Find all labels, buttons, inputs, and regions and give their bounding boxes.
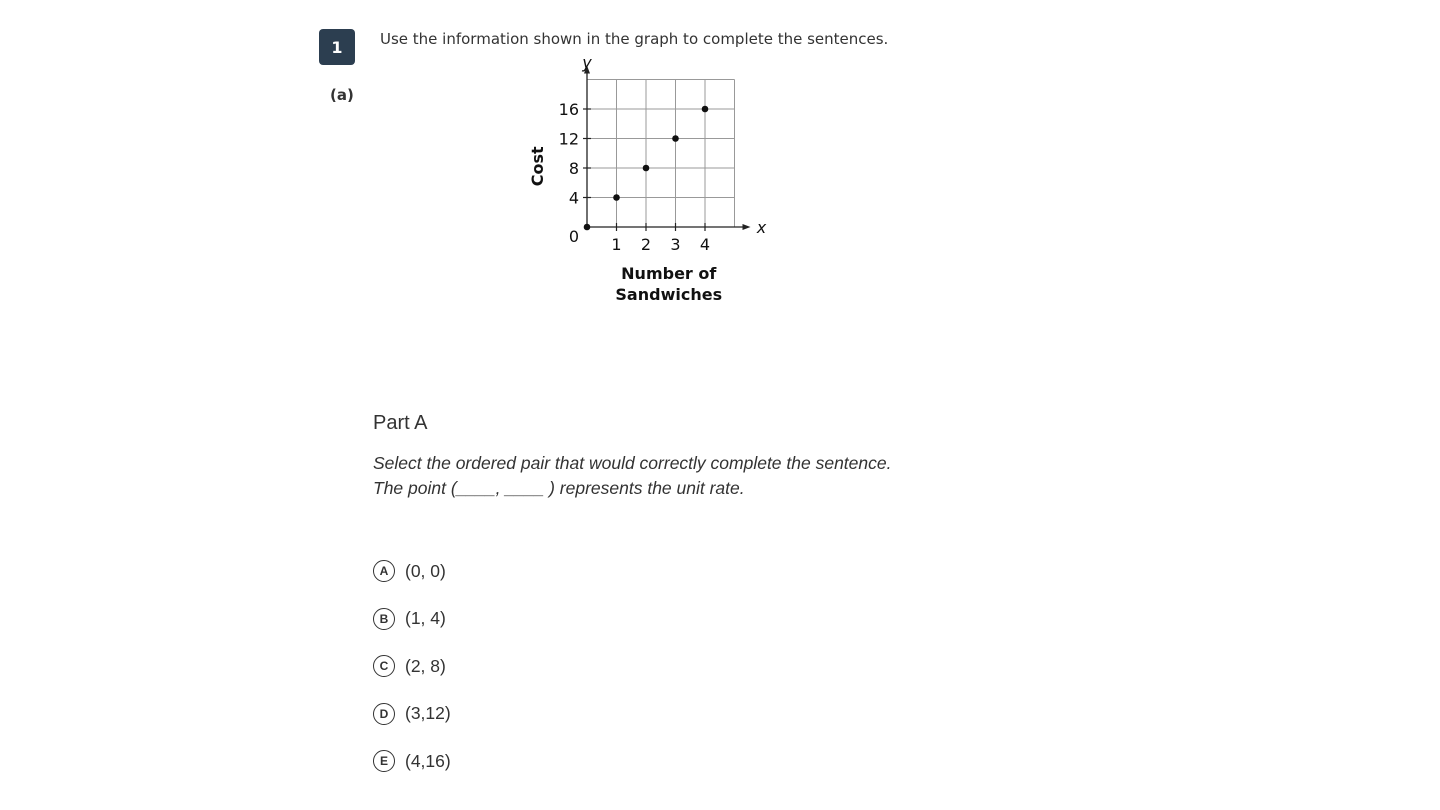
origin-label: 0: [568, 227, 579, 246]
question-number-badge: 1: [319, 29, 355, 65]
question-stem: Use the information shown in the graph to complete the sentences.: [380, 30, 889, 48]
y-tick-label: 4: [568, 188, 579, 208]
x-axis-arrow: [743, 224, 751, 230]
choice-b-text: (1, 4): [405, 608, 446, 628]
y-axis-title: Cost: [528, 146, 547, 187]
x-tick-label: 1: [611, 235, 622, 254]
y-tick-label: 8: [568, 159, 579, 178]
subpart-label: (a): [330, 86, 354, 104]
choice-a-text: (0, 0): [405, 560, 446, 581]
y-axis-letter: y: [582, 53, 592, 72]
choice-b[interactable]: [373, 606, 451, 632]
x-axis-letter: x: [756, 218, 767, 237]
part-prompt: [373, 451, 891, 501]
choice-e-text: (4,16): [405, 750, 451, 771]
data-point: [702, 106, 709, 113]
answer-choices: [373, 558, 451, 796]
choice-e-bubble[interactable]: E: [373, 750, 395, 772]
x-tick-label: 4: [699, 235, 711, 254]
choice-d[interactable]: [373, 701, 451, 727]
x-tick-label: 3: [670, 235, 681, 254]
data-point: [672, 135, 679, 142]
y-tick-label: 16: [558, 100, 579, 119]
choice-b-bubble[interactable]: B: [373, 608, 395, 630]
x-axis-title-line: Number of: [621, 264, 717, 283]
x-tick-label: 2: [640, 235, 652, 254]
choice-a-bubble[interactable]: A: [373, 560, 395, 582]
graph: [520, 50, 780, 320]
choice-d-text: (3,12): [405, 703, 451, 723]
choice-e[interactable]: [373, 748, 451, 774]
choice-c[interactable]: [373, 653, 451, 679]
data-point: [613, 194, 620, 201]
y-tick-label: 12: [558, 129, 579, 149]
data-point: [584, 224, 591, 231]
choice-c-bubble[interactable]: C: [373, 655, 395, 677]
data-point: [643, 165, 650, 172]
prompt-line-1: Select the ordered pair that would correctly complete the sentence.: [373, 453, 892, 473]
coordinate-graph: [520, 50, 780, 320]
choice-a[interactable]: [373, 558, 451, 584]
part-title: Part A: [373, 412, 428, 434]
prompt-line-2: The point (____, ____ ) represents the unit rate.: [373, 478, 745, 498]
choice-d-bubble[interactable]: D: [373, 703, 395, 725]
choice-c-text: (2, 8): [405, 655, 446, 676]
x-axis-title-line: Sandwiches: [615, 285, 723, 304]
